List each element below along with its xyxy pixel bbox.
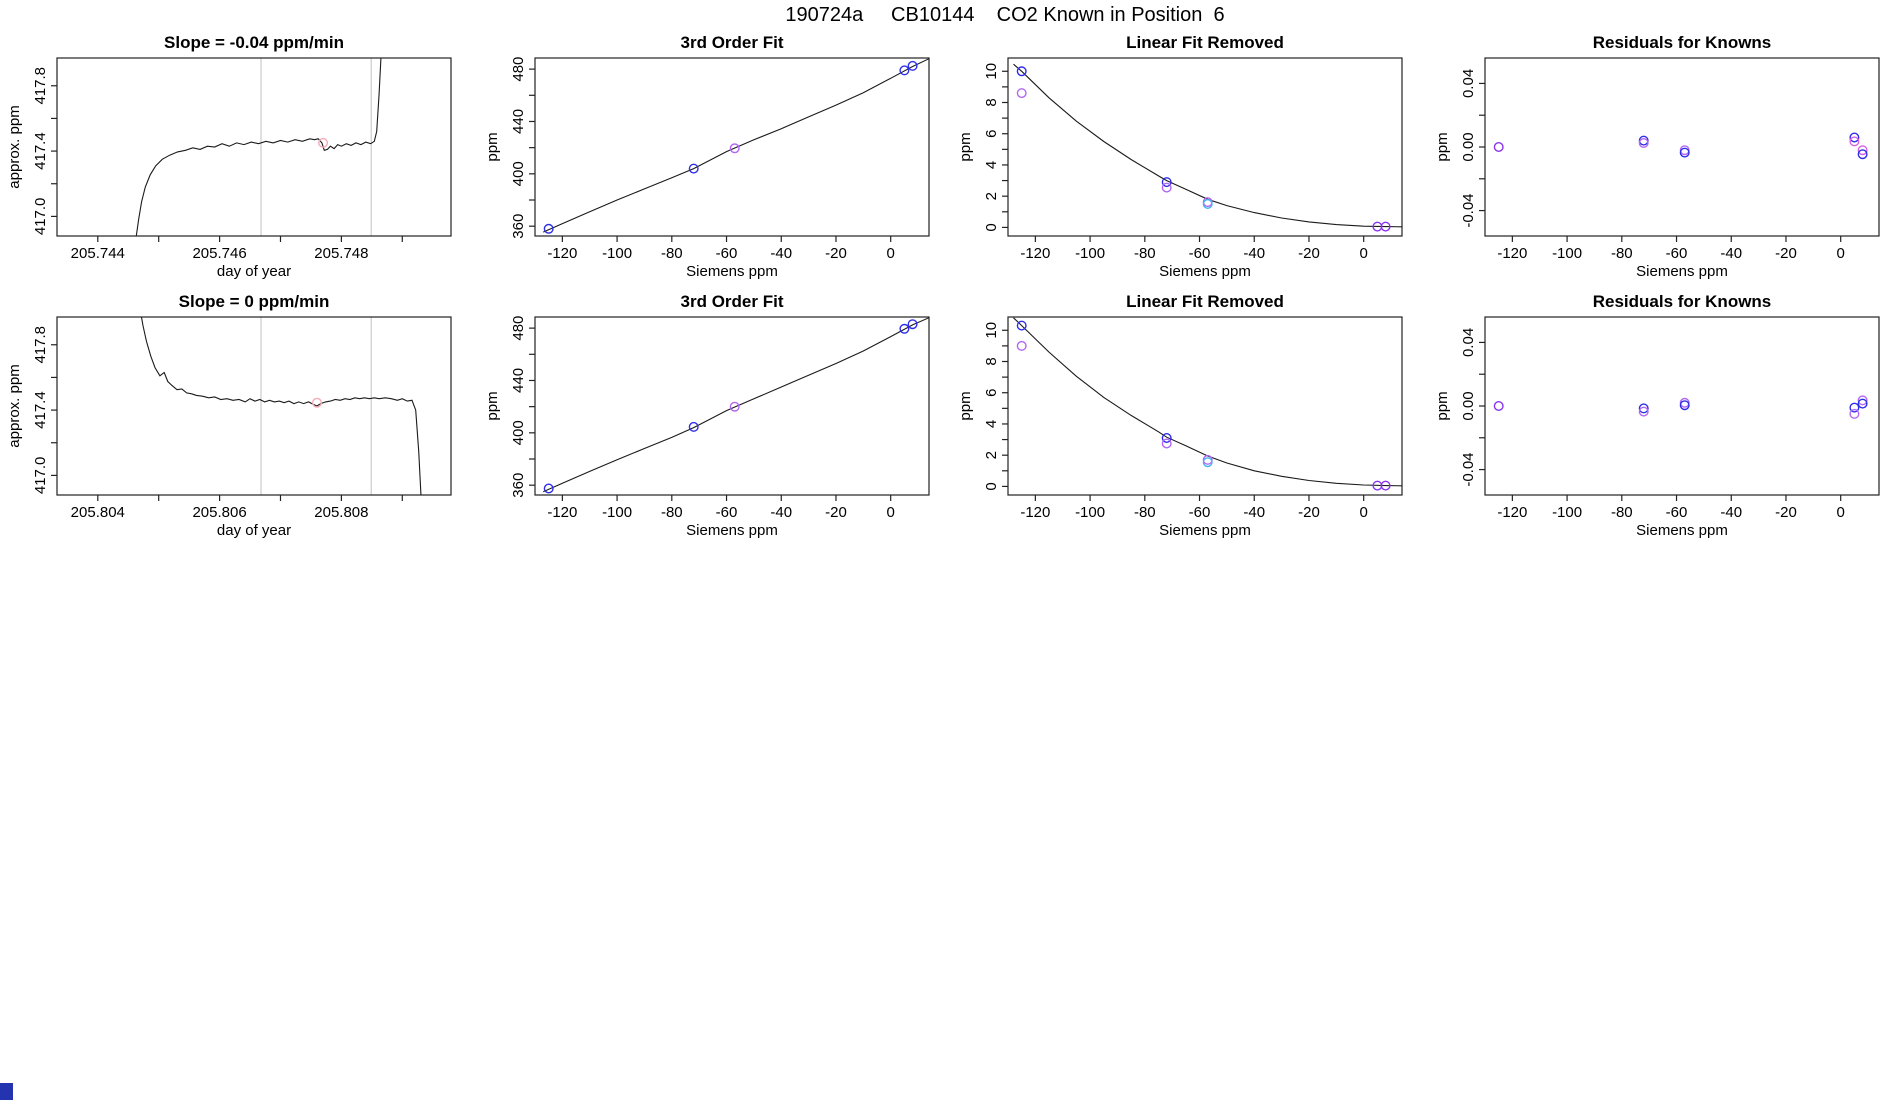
y-axis-label: ppm [484,132,501,162]
x-tick-label: -100 [1075,504,1106,521]
data-point-purple [1494,143,1503,152]
x-axis-label: day of year [216,522,292,539]
x-tick-label: -40 [1243,504,1266,521]
panel-r1c1 [0,23,470,303]
y-axis-label: ppm [957,132,974,162]
x-tick-label: 205.804 [70,504,125,521]
panel-r2c3 [951,282,1421,562]
x-tick-label: -80 [1610,504,1633,521]
y-tick-label: 8 [983,98,1000,107]
y-tick-label: 10 [983,62,1000,80]
x-tick-label: -40 [770,504,793,521]
plot-box [57,317,451,495]
x-tick-label: -120 [1020,245,1051,262]
x-tick-label: -60 [715,504,738,521]
x-axis-label: Siemens ppm [1636,263,1728,280]
panel-r2c4 [1428,282,1898,562]
y-tick-label: 4 [983,160,1000,170]
y-tick-label: 417.0 [32,456,49,495]
data-point-violet [1850,410,1859,419]
x-tick-label: -80 [660,504,683,521]
x-axis-label: Siemens ppm [1636,522,1728,539]
x-axis-label: day of year [216,263,292,280]
y-tick-label: 480 [510,315,527,341]
x-tick-label: -60 [1665,245,1688,262]
x-tick-label: -80 [1133,504,1156,521]
y-axis-label: ppm [1434,132,1451,162]
y-tick-label: 0 [983,482,1000,491]
series-line [543,318,929,492]
panel-content [1434,292,1879,539]
x-tick-label: -40 [1720,504,1743,521]
panel-title: 3rd Order Fit [680,292,784,311]
y-tick-label: 400 [510,161,527,187]
x-tick-label: -120 [1497,504,1528,521]
panel-content [957,292,1402,539]
y-tick-label: 10 [983,321,1000,339]
x-tick-label: -40 [770,245,793,262]
x-tick-label: -100 [1075,245,1106,262]
y-tick-label: 2 [983,451,1000,460]
x-tick-label: -20 [825,504,847,521]
plot-box [535,317,929,495]
page-title: 190724a CB10144 CO2 Known in Position 6 [785,4,1225,26]
x-tick-label: 205.808 [314,504,369,521]
panel-r1c2 [478,23,948,303]
panel-title: Residuals for Knowns [1592,292,1772,311]
data-point-blue [689,423,698,432]
x-tick-label: -60 [1188,504,1211,521]
plot-box [1008,58,1402,236]
x-tick-label: -100 [1552,245,1583,262]
plot-box [1008,317,1402,495]
y-tick-label: 6 [983,388,1000,397]
series-line [136,45,382,241]
panel-title: 3rd Order Fit [680,33,784,52]
y-axis-label: ppm [484,391,501,421]
x-tick-label: -20 [1298,245,1320,262]
series-line [543,59,929,232]
y-tick-label: 417.8 [32,66,49,105]
x-tick-label: -100 [1552,504,1583,521]
panel-content [484,292,929,539]
panel-r2c1 [0,282,470,562]
x-axis-label: Siemens ppm [1159,263,1251,280]
panel-content [484,33,929,280]
x-axis-label: Siemens ppm [686,263,778,280]
series-line [139,304,421,500]
y-axis-label: approx. ppm [6,364,23,448]
x-tick-label: 0 [1836,504,1845,521]
panel-content [6,33,451,280]
data-point-violet [1017,89,1026,98]
x-tick-label: -120 [547,245,578,262]
data-point-violet [1162,183,1171,192]
series-line [1014,318,1403,486]
data-point-violet [1162,439,1171,448]
panel-r1c4 [1428,23,1898,303]
panel-title: Linear Fit Removed [1126,292,1284,311]
panel-content [957,33,1402,280]
panel-title: Slope = -0.04 ppm/min [164,33,344,52]
x-tick-label: -80 [660,245,683,262]
y-tick-label: 440 [510,367,527,393]
x-tick-label: -120 [547,504,578,521]
y-tick-label: 360 [510,472,527,498]
y-tick-label: 2 [983,192,1000,201]
x-tick-label: -20 [1298,504,1320,521]
y-tick-label: 480 [510,56,527,82]
y-tick-label: 4 [983,419,1000,429]
x-tick-label: 205.746 [192,245,247,262]
y-tick-label: 417.4 [32,391,49,429]
y-tick-label: 417.0 [32,197,49,236]
y-axis-label: approx. ppm [6,105,23,189]
x-tick-label: -60 [715,245,738,262]
plot-box [57,58,451,236]
x-tick-label: -100 [602,245,633,262]
x-tick-label: -20 [1775,504,1797,521]
x-tick-label: 205.748 [314,245,369,262]
panel-content [1434,33,1879,280]
series-line [1014,64,1403,227]
x-tick-label: -120 [1020,504,1051,521]
panel-r2c2 [478,282,948,562]
y-tick-label: 440 [510,108,527,134]
y-tick-label: -0.04 [1460,193,1477,228]
x-tick-label: -80 [1610,245,1633,262]
x-tick-label: -40 [1720,245,1743,262]
x-tick-label: 0 [1359,245,1368,262]
x-tick-label: 0 [886,245,895,262]
data-point-blue [908,320,917,329]
y-tick-label: 0 [983,223,1000,232]
plot-box [535,58,929,236]
y-tick-label: 8 [983,357,1000,366]
data-point-purple [1494,402,1503,411]
y-tick-label: 417.8 [32,325,49,364]
x-tick-label: 0 [1359,504,1368,521]
x-tick-label: -100 [602,504,633,521]
panel-title: Slope = 0 ppm/min [178,292,330,311]
x-axis-label: Siemens ppm [686,522,778,539]
y-tick-label: 0.00 [1460,132,1477,162]
x-tick-label: -20 [825,245,847,262]
panel-r1c3 [951,23,1421,303]
x-tick-label: -60 [1665,504,1688,521]
x-tick-label: -80 [1133,245,1156,262]
y-tick-label: -0.04 [1460,452,1477,487]
data-point-violet [1017,342,1026,351]
x-axis-label: Siemens ppm [1159,522,1251,539]
y-tick-label: 0.04 [1460,68,1477,99]
y-tick-label: 360 [510,213,527,239]
y-tick-label: 417.4 [32,132,49,170]
y-axis-label: ppm [957,391,974,421]
y-tick-label: 0.00 [1460,391,1477,421]
y-tick-label: 6 [983,129,1000,138]
x-tick-label: -40 [1243,245,1266,262]
x-tick-label: -60 [1188,245,1211,262]
x-tick-label: 205.744 [70,245,125,262]
panel-title: Linear Fit Removed [1126,33,1284,52]
y-tick-label: 400 [510,420,527,446]
x-tick-label: 0 [1836,245,1845,262]
y-axis-label: ppm [1434,391,1451,421]
panel-content [6,292,451,539]
x-tick-label: -120 [1497,245,1528,262]
y-tick-label: 0.04 [1460,327,1477,358]
corner-blue-fragment [0,1083,13,1100]
x-tick-label: 205.806 [192,504,247,521]
x-tick-label: 0 [886,504,895,521]
x-tick-label: -20 [1775,245,1797,262]
panel-title: Residuals for Knowns [1592,33,1772,52]
